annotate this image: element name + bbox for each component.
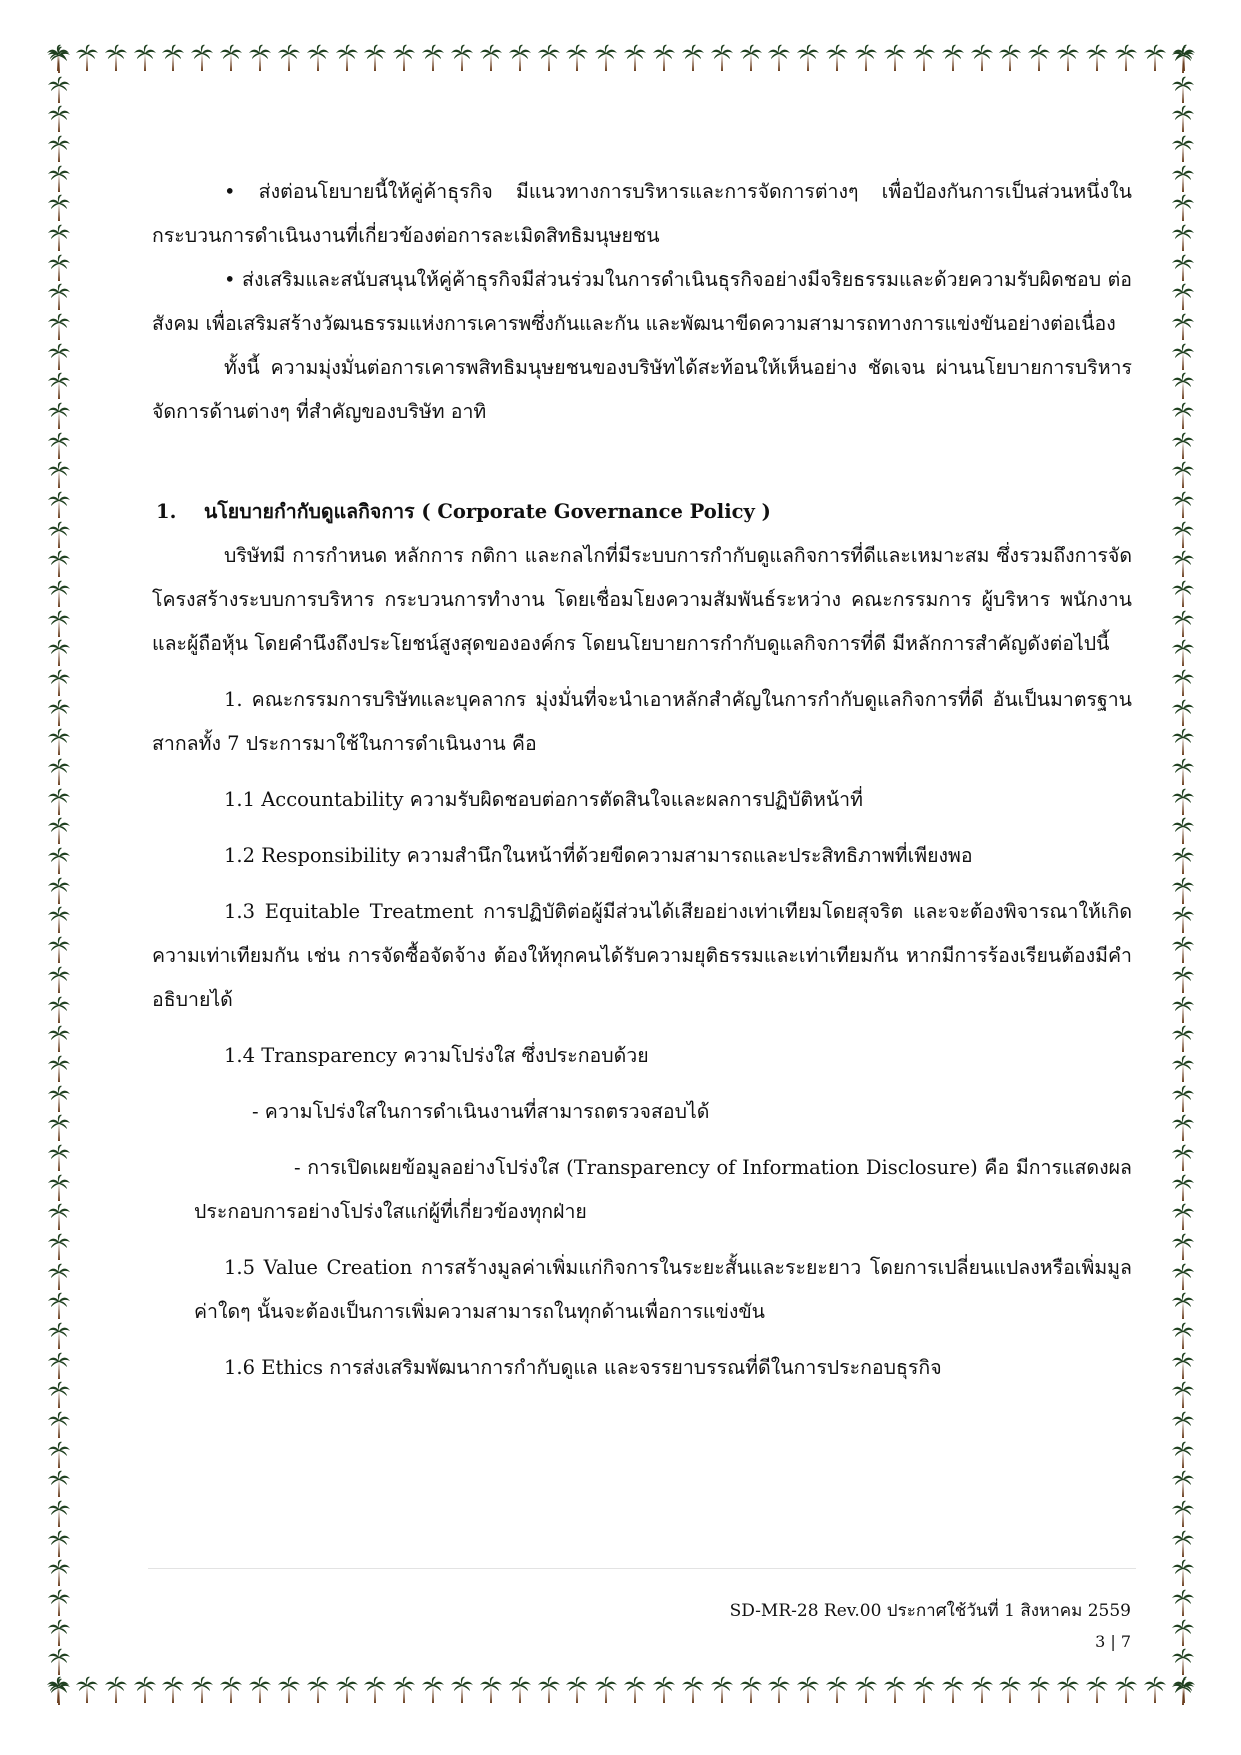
palm-tree-icon (47, 432, 71, 460)
palm-tree-icon (1171, 1085, 1195, 1113)
palm-tree-icon (1056, 1676, 1080, 1704)
palm-tree-icon (47, 521, 71, 549)
palm-tree-icon (47, 1203, 71, 1231)
palm-tree-icon (75, 44, 99, 72)
item-responsibility: 1.2 Responsibility ความสำนึกในหน้าที่ด้วยขีดความสามารถและประสิทธิภาพที่เพียงพอ (224, 844, 973, 867)
palm-tree-icon (47, 877, 71, 905)
palm-tree-icon (1114, 44, 1138, 72)
palm-tree-icon (710, 1676, 734, 1704)
palm-tree-icon (1171, 1233, 1195, 1261)
palm-tree-icon (1171, 46, 1195, 74)
palm-tree-icon (306, 44, 330, 72)
palm-tree-icon (47, 1678, 71, 1706)
palm-tree-icon (1085, 44, 1109, 72)
item-ethics: 1.6 Ethics การส่งเสริมพัฒนาการกำกับดูแล และจรรยาบรรณที่ดีในการประกอบธุรกิจ (224, 1356, 942, 1379)
palm-tree-icon (1171, 1559, 1195, 1587)
palm-tree-icon (594, 1676, 618, 1704)
palm-tree-icon (47, 105, 71, 133)
palm-tree-icon (47, 580, 71, 608)
palm-tree-icon (306, 1676, 330, 1704)
palm-tree-icon (1171, 76, 1195, 104)
palm-tree-icon (1171, 1174, 1195, 1202)
palm-tree-icon (479, 1676, 503, 1704)
palm-tree-icon (479, 44, 503, 72)
palm-tree-icon (1171, 1322, 1195, 1350)
palm-tree-icon (681, 44, 705, 72)
page-number: 3 | 7 (1095, 1632, 1131, 1651)
item-equitable-treatment: 1.3 Equitable Treatment การปฏิบัติต่อผู้มีส่วนได้เสียอย่างเท่าเทียมโดยสุจริต และจะต้องพิจารณาให้เกิดความเท่าเทียมกัน เช่น การจัดซื้อจัดจ้าง ต้องให้ทุกคนได้รับความยุติธรรมและเท่าเทียมกัน หากมีการร้องเรียนต้องมีคำอธิบายได้ (152, 900, 1132, 1011)
palm-tree-icon (941, 44, 965, 72)
palm-tree-icon (47, 1085, 71, 1113)
palm-tree-icon (767, 44, 791, 72)
palm-tree-icon (594, 44, 618, 72)
palm-tree-icon (47, 135, 71, 163)
palm-tree-icon (652, 1676, 676, 1704)
palm-tree-icon (1171, 1144, 1195, 1172)
palm-tree-icon (1171, 610, 1195, 638)
item-value-creation: 1.5 Value Creation การสร้างมูลค่าเพิ่มแก่กิจการในระยะสั้นและระยะยาว โดยการเปลี่ยนแปลงหรือเพิ่มมูลค่าใดๆ นั้นจะต้องเป็นการเพิ่มความสามารถในทุกด้านเพื่อการแข่งขัน (194, 1256, 1132, 1323)
section-heading (152, 490, 1132, 534)
palm-tree-icon (47, 1470, 71, 1498)
palm-tree-icon (883, 1676, 907, 1704)
palm-tree-icon (1171, 491, 1195, 519)
palm-tree-icon (277, 1676, 301, 1704)
palm-tree-icon (623, 44, 647, 72)
palm-tree-icon (565, 1676, 589, 1704)
palm-tree-icon (47, 224, 71, 252)
palm-tree-icon (1171, 669, 1195, 697)
palm-tree-icon (47, 343, 71, 371)
palm-tree-icon (883, 44, 907, 72)
transparency-operations: - ความโปร่งใสในการดำเนินงานที่สามารถตรวจสอบได้ (252, 1100, 710, 1123)
palm-tree-icon (1171, 1203, 1195, 1231)
palm-tree-icon (1171, 1619, 1195, 1647)
palm-tree-icon (1171, 1263, 1195, 1291)
palm-tree-icon (421, 44, 445, 72)
palm-tree-icon (450, 44, 474, 72)
palm-tree-icon (1171, 165, 1195, 193)
palm-tree-icon (47, 936, 71, 964)
palm-tree-icon (47, 491, 71, 519)
palm-tree-icon (47, 254, 71, 282)
page-border-right (1168, 46, 1198, 1706)
palm-tree-icon (1143, 44, 1167, 72)
palm-tree-icon (47, 1530, 71, 1558)
palm-tree-icon (47, 1114, 71, 1142)
item-accountability: 1.1 Accountability ความรับผิดชอบต่อการตัดสินใจและผลการปฏิบัติหน้าที่ (224, 788, 863, 811)
palm-tree-icon (1171, 224, 1195, 252)
palm-tree-icon (1171, 1648, 1195, 1676)
palm-tree-icon (970, 44, 994, 72)
palm-tree-icon (47, 728, 71, 756)
palm-tree-icon (767, 1676, 791, 1704)
palm-tree-icon (1171, 580, 1195, 608)
palm-tree-icon (652, 44, 676, 72)
palm-tree-icon (1171, 1441, 1195, 1469)
palm-tree-icon (1171, 372, 1195, 400)
palm-tree-icon (248, 1676, 272, 1704)
palm-tree-icon (47, 1352, 71, 1380)
palm-tree-icon (248, 44, 272, 72)
palm-tree-icon (1171, 1589, 1195, 1617)
palm-tree-icon (796, 1676, 820, 1704)
palm-tree-icon (1171, 1470, 1195, 1498)
palm-tree-icon (47, 1174, 71, 1202)
palm-tree-icon (47, 758, 71, 786)
section-intro: บริษัทมี การกำหนด หลักการ กติกา และกลไกที่มีระบบการกำกับดูแลกิจการที่ดีและเหมาะสม ซึ่งรวมถึงการจัดโครงสร้างระบบการบริหาร กระบวนการทำงาน โดยเชื่อมโยงความสัมพันธ์ระหว่าง คณะกรรมการ ผู้บริหาร พนักงาน และผู้ถือหุ้น โดยคำนึงถึงประโยชน์สูงสุดขององค์กร โดยนโยบายการกำกับดูแลกิจการที่ดี มีหลักการสำคัญดังต่อไปนี้ (152, 544, 1132, 655)
principle-1: 1. คณะกรรมการบริษัทและบุคลากร มุ่งมั่นที่จะนำเอาหลักสำคัญในการกำกับดูแลกิจการที่ดี อันเป็นมาตรฐานสากลทั้ง 7 ประการมาใช้ในการดำเนินงาน คือ (152, 688, 1132, 755)
section-number: 1. (156, 500, 177, 523)
palm-tree-icon (133, 44, 157, 72)
palm-tree-icon (998, 1676, 1022, 1704)
palm-tree-icon (508, 44, 532, 72)
palm-tree-icon (47, 1441, 71, 1469)
palm-tree-icon (1171, 521, 1195, 549)
palm-tree-icon (277, 44, 301, 72)
palm-tree-icon (537, 44, 561, 72)
palm-tree-icon (47, 1500, 71, 1528)
document-reference: SD-MR-28 Rev.00 ประกาศใช้วันที่ 1 สิงหาคม 2559 (729, 1601, 1131, 1621)
commitment-paragraph: ทั้งนี้ ความมุ่งมั่นต่อการเคารพสิทธิมนุษยชนของบริษัทได้สะท้อนให้เห็นอย่าง ชัดเจน ผ่านนโยบายการบริหารจัดการด้านต่างๆ ที่สำคัญของบริษัท อาทิ (152, 356, 1132, 423)
palm-tree-icon (47, 1025, 71, 1053)
palm-tree-icon (1085, 1676, 1109, 1704)
palm-tree-icon (1171, 1292, 1195, 1320)
palm-tree-icon (1171, 877, 1195, 905)
palm-tree-icon (825, 44, 849, 72)
palm-tree-icon (47, 966, 71, 994)
palm-tree-icon (1171, 283, 1195, 311)
palm-tree-icon (1171, 936, 1195, 964)
palm-tree-icon (1171, 402, 1195, 430)
palm-tree-icon (1027, 1676, 1051, 1704)
palm-tree-icon (161, 1676, 185, 1704)
palm-tree-icon (450, 1676, 474, 1704)
palm-tree-icon (133, 1676, 157, 1704)
palm-tree-icon (1171, 1025, 1195, 1053)
palm-tree-icon (47, 461, 71, 489)
palm-tree-icon (1027, 44, 1051, 72)
palm-tree-icon (912, 1676, 936, 1704)
palm-tree-icon (739, 1676, 763, 1704)
palm-tree-icon (739, 44, 763, 72)
palm-tree-icon (1171, 313, 1195, 341)
palm-tree-icon (1171, 758, 1195, 786)
document-body (152, 170, 1132, 1390)
palm-tree-icon (47, 639, 71, 667)
palm-tree-icon (681, 1676, 705, 1704)
palm-tree-icon (104, 1676, 128, 1704)
palm-tree-icon (998, 44, 1022, 72)
palm-tree-icon (47, 610, 71, 638)
palm-tree-icon (1056, 44, 1080, 72)
palm-tree-icon (47, 1648, 71, 1676)
item-transparency: 1.4 Transparency ความโปร่งใส ซึ่งประกอบด้วย (224, 1044, 649, 1067)
bullet-partner-ethics: • ส่งเสริมและสนับสนุนให้คู่ค้าธุรกิจมีส่วนร่วมในการดำเนินธุรกิจอย่างมีจริยธรรมและด้วยความรับผิดชอบ ต่อสังคม เพื่อเสริมสร้างวัฒนธรรมแห่งการเคารพซึ่งกันและกัน และพัฒนาขีดความสามารถทางการแข่งขันอย่างต่อเนื่อง (152, 268, 1132, 335)
palm-tree-icon (47, 1619, 71, 1647)
palm-tree-icon (1171, 1530, 1195, 1558)
palm-tree-icon (47, 165, 71, 193)
palm-tree-icon (47, 46, 71, 74)
palm-tree-icon (1171, 1352, 1195, 1380)
palm-tree-icon (912, 44, 936, 72)
palm-tree-icon (1171, 194, 1195, 222)
palm-tree-icon (1171, 1678, 1195, 1706)
palm-tree-icon (75, 1676, 99, 1704)
palm-tree-icon (508, 1676, 532, 1704)
palm-tree-icon (47, 669, 71, 697)
palm-tree-icon (1171, 254, 1195, 282)
palm-tree-icon (47, 76, 71, 104)
palm-tree-icon (1171, 847, 1195, 875)
palm-tree-icon (1171, 788, 1195, 816)
palm-tree-icon (219, 1676, 243, 1704)
palm-tree-icon (47, 313, 71, 341)
palm-tree-icon (219, 44, 243, 72)
page-border-bottom (46, 1676, 1196, 1706)
palm-tree-icon (335, 44, 359, 72)
palm-tree-icon (1171, 966, 1195, 994)
palm-tree-icon (392, 44, 416, 72)
palm-tree-icon (47, 906, 71, 934)
footer-divider (148, 1568, 1136, 1569)
palm-tree-icon (1171, 728, 1195, 756)
palm-tree-icon (47, 402, 71, 430)
palm-tree-icon (392, 1676, 416, 1704)
palm-tree-icon (47, 283, 71, 311)
palm-tree-icon (335, 1676, 359, 1704)
palm-tree-icon (47, 194, 71, 222)
palm-tree-icon (1171, 135, 1195, 163)
palm-tree-icon (47, 1411, 71, 1439)
palm-tree-icon (854, 44, 878, 72)
palm-tree-icon (47, 847, 71, 875)
palm-tree-icon (1171, 699, 1195, 727)
palm-tree-icon (1171, 1411, 1195, 1439)
palm-tree-icon (47, 1233, 71, 1261)
palm-tree-icon (47, 1322, 71, 1350)
palm-tree-icon (47, 1292, 71, 1320)
palm-tree-icon (1171, 817, 1195, 845)
palm-tree-icon (190, 44, 214, 72)
palm-tree-icon (190, 1676, 214, 1704)
palm-tree-icon (47, 1144, 71, 1172)
palm-tree-icon (1171, 1114, 1195, 1142)
palm-tree-icon (941, 1676, 965, 1704)
palm-tree-icon (1171, 639, 1195, 667)
palm-tree-icon (363, 44, 387, 72)
palm-tree-icon (47, 699, 71, 727)
palm-tree-icon (1171, 550, 1195, 578)
palm-tree-icon (623, 1676, 647, 1704)
palm-tree-icon (1171, 105, 1195, 133)
section-title: นโยบายกำกับดูแลกิจการ ( Corporate Governance Policy ) (204, 500, 771, 523)
palm-tree-icon (1114, 1676, 1138, 1704)
palm-tree-icon (1171, 1381, 1195, 1409)
palm-tree-icon (47, 1055, 71, 1083)
palm-tree-icon (854, 1676, 878, 1704)
palm-tree-icon (1171, 1055, 1195, 1083)
transparency-disclosure: - การเปิดเผยข้อมูลอย่างโปร่งใส (Transparency of Information Disclosure) คือ มีการแสดงผลประกอบการอย่างโปร่งใสแก่ผู้ที่เกี่ยวข้องทุกฝ่าย (194, 1156, 1132, 1223)
palm-tree-icon (104, 44, 128, 72)
palm-tree-icon (47, 1589, 71, 1617)
palm-tree-icon (421, 1676, 445, 1704)
palm-tree-icon (47, 996, 71, 1024)
palm-tree-icon (1171, 1500, 1195, 1528)
palm-tree-icon (1171, 461, 1195, 489)
palm-tree-icon (796, 44, 820, 72)
palm-tree-icon (363, 1676, 387, 1704)
palm-tree-icon (47, 1381, 71, 1409)
palm-tree-icon (1171, 432, 1195, 460)
palm-tree-icon (161, 44, 185, 72)
page-border-left (44, 46, 74, 1706)
palm-tree-icon (537, 1676, 561, 1704)
palm-tree-icon (565, 44, 589, 72)
page-border-top (46, 44, 1196, 74)
palm-tree-icon (47, 788, 71, 816)
palm-tree-icon (825, 1676, 849, 1704)
palm-tree-icon (1143, 1676, 1167, 1704)
palm-tree-icon (1171, 996, 1195, 1024)
palm-tree-icon (1171, 343, 1195, 371)
palm-tree-icon (1171, 906, 1195, 934)
palm-tree-icon (47, 817, 71, 845)
palm-tree-icon (970, 1676, 994, 1704)
palm-tree-icon (47, 372, 71, 400)
palm-tree-icon (47, 550, 71, 578)
palm-tree-icon (710, 44, 734, 72)
palm-tree-icon (47, 1263, 71, 1291)
bullet-partner-policy: • ส่งต่อนโยบายนี้ให้คู่ค้าธุรกิจ มีแนวทางการบริหารและการจัดการต่างๆ เพื่อป้องกันการเป็นส่วนหนึ่งในกระบวนการดำเนินงานที่เกี่ยวข้องต่อการละเมิดสิทธิมนุษยชน (152, 180, 1132, 247)
palm-tree-icon (47, 1559, 71, 1587)
